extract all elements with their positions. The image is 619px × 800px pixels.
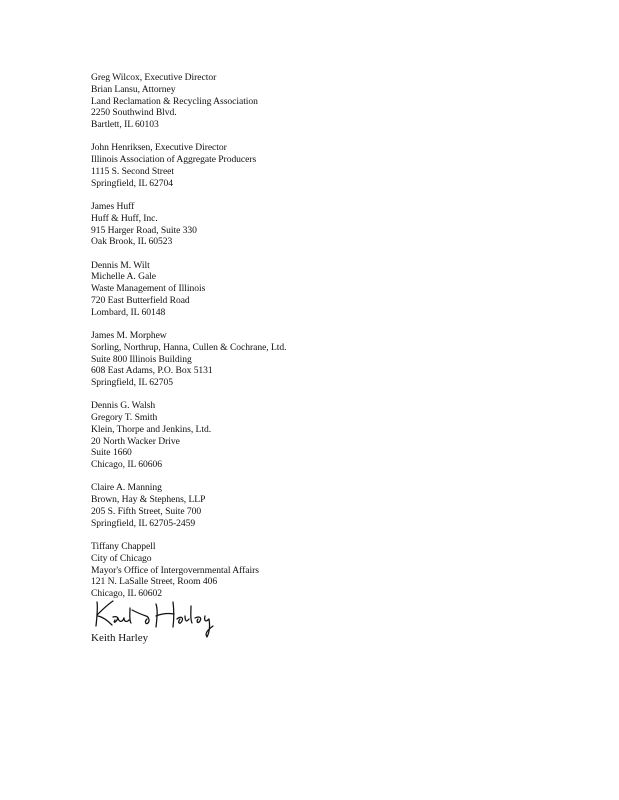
recipient-name: James Huff: [91, 200, 135, 212]
address-line: Gregory T. Smith: [91, 412, 158, 424]
address-line: 720 East Butterfield Road: [91, 294, 190, 306]
address-line: Bartlett, IL 60103: [91, 119, 159, 131]
address-line: Klein, Thorpe and Jenkins, Ltd.: [91, 423, 212, 435]
address-line: Sorling, Northrup, Hanna, Cullen & Cochrane, Ltd.: [91, 341, 287, 353]
address-block: [91, 260, 511, 319]
address-line: City of Chicago: [91, 552, 152, 564]
signer-name: Keith Harley: [91, 632, 149, 644]
address-line: Land Reclamation & Recycling Association: [91, 95, 258, 107]
address-line: 121 N. LaSalle Street, Room 406: [91, 576, 218, 588]
address-line: Springfield, IL 62705-2459: [91, 517, 196, 529]
signature-block: [89, 596, 249, 648]
address-block: [91, 142, 511, 189]
recipient-name: John Henriksen, Executive Director: [91, 142, 227, 154]
address-line: Lombard, IL 60148: [91, 306, 166, 318]
address-block: [91, 72, 511, 131]
address-line: 915 Harger Road, Suite 330: [91, 224, 197, 236]
address-line: Huff & Huff, Inc.: [91, 212, 158, 224]
address-line: Suite 800 Illinois Building: [91, 353, 192, 365]
address-line: 1115 S. Second Street: [91, 165, 174, 177]
address-line: Michelle A. Gale: [91, 271, 157, 283]
address-line: 2250 Southwind Blvd.: [91, 107, 177, 119]
address-line: Chicago, IL 60602: [91, 588, 163, 600]
address-line: Suite 1660: [91, 447, 132, 459]
recipient-name: Tiffany Chappell: [91, 541, 156, 553]
service-address-list: [91, 72, 511, 611]
address-line: Springfield, IL 62705: [91, 377, 173, 389]
address-line: 205 S. Fifth Street, Suite 700: [91, 506, 202, 518]
address-line: 608 East Adams, P.O. Box 5131: [91, 365, 213, 377]
address-block: [91, 541, 511, 600]
address-line: 20 North Wacker Drive: [91, 435, 180, 447]
address-block: [91, 201, 511, 248]
recipient-name: James M. Morphew: [91, 329, 167, 341]
address-line: Brown, Hay & Stephens, LLP: [91, 494, 206, 506]
recipient-name: Greg Wilcox, Executive Director: [91, 72, 217, 83]
address-block: [91, 482, 511, 529]
address-line: Mayor's Office of Intergovernmental Affairs: [91, 564, 259, 576]
address-line: Illinois Association of Aggregate Producers: [91, 154, 257, 166]
recipient-name: Dennis G. Walsh: [91, 400, 156, 412]
address-line: Brian Lansu, Attorney: [91, 83, 176, 95]
address-line: Chicago, IL 60606: [91, 459, 163, 471]
address-block: [91, 330, 511, 389]
recipient-name: Dennis M. Wilt: [91, 259, 150, 271]
address-block: [91, 400, 511, 471]
recipient-name: Claire A. Manning: [91, 482, 162, 494]
address-line: Waste Management of Illinois: [91, 283, 206, 295]
address-line: Oak Brook, IL 60523: [91, 236, 173, 248]
address-line: Springfield, IL 62704: [91, 177, 173, 189]
